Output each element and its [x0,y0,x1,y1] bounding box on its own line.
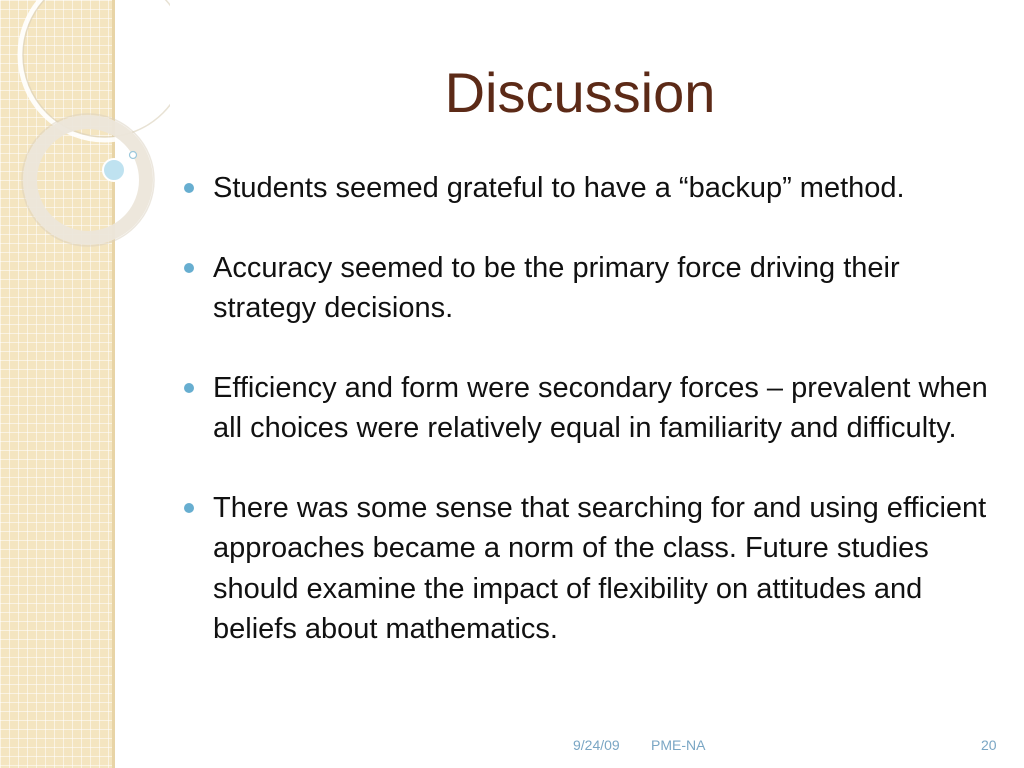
bullet-item [182,488,992,650]
slide-title: Discussion [444,61,716,124]
page-number: 20 [981,737,997,753]
bullet-dot-icon [184,263,194,273]
decorative-rings-graphic [0,0,170,280]
bullet-item [182,368,992,449]
footer-text: PME-NA [651,737,706,753]
footer-date: 9/24/09 [573,737,620,753]
bullet-list [182,168,992,689]
bullet-text: Students seemed grateful to have a “backup” method. [213,172,905,204]
bullet-text: Efficiency and form were secondary forces – prevalent when all choices were relatively equal in familiarity and difficulty. [213,371,988,444]
bullet-text: There was some sense that searching for and using efficient approaches became a norm of the class. Future studies should examine the impact of flexibility on attitudes and beliefs about mathematics. [213,491,987,645]
bullet-dot-icon [184,383,194,393]
bullet-dot-icon [184,503,194,513]
bullet-text: Accuracy seemed to be the primary force driving their strategy decisions. [213,251,900,324]
bullet-item [182,168,992,209]
bullet-item [182,248,992,329]
bullet-dot-icon [184,183,194,193]
